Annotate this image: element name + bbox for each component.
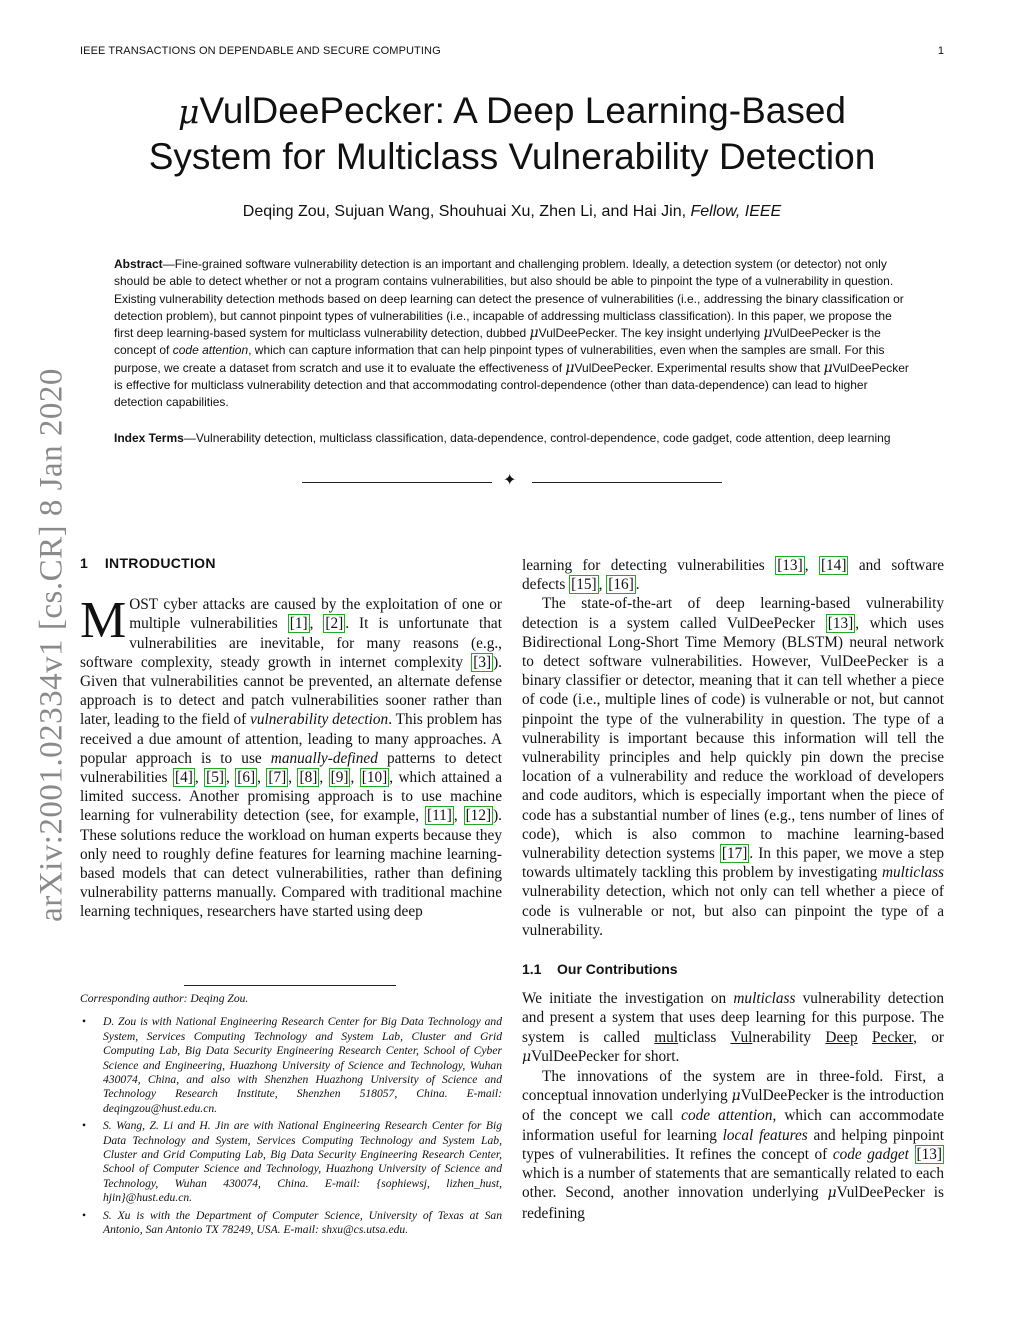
separator-right-rule: [532, 482, 722, 483]
subsection-title: Our Contributions: [557, 961, 678, 978]
text: [909, 1146, 915, 1163]
text: . It is unfortunate that vulnerabilities are inevitable, for many reasons (e.g., software complexity, steady growth in internet complexity: [80, 615, 502, 671]
citation-link[interactable]: [6]: [237, 769, 256, 787]
text: The innovations of the system are in three-fold. First, a conceptual innovation underlying: [522, 1068, 944, 1105]
underlined-text: Pecker: [872, 1028, 914, 1046]
affiliation-text: S. Xu is with the Department of Computer Science, University of Texas at San Antonio, San Antonio TX 78249, USA. E-mail: shxu@cs.utsa.edu.: [103, 1208, 502, 1237]
separator-left-rule: [302, 482, 492, 483]
emphasis: vulnerability detection: [250, 711, 389, 729]
emphasis: local features: [722, 1126, 808, 1144]
citation-link[interactable]: [16]: [608, 576, 634, 594]
citation-link[interactable]: [3]: [473, 653, 492, 671]
mu-symbol: μ: [827, 1185, 837, 1202]
mu-symbol: μ: [522, 1048, 532, 1065]
text: cyber attacks are caused by the exploitation of one or multiple vulnerabilities: [129, 596, 502, 633]
arxiv-stamp-text: arXiv:2001.02334v1 [cs.CR] 8 Jan 2020: [33, 368, 70, 922]
citation-link[interactable]: [13]: [916, 1145, 942, 1163]
title-line1: VulDeePecker: A Deep Learning-Based: [199, 90, 846, 131]
text: We initiate the investigation on: [522, 990, 734, 1008]
citation-link[interactable]: [4]: [174, 769, 193, 787]
text: , which can accommodate information useful for learning: [522, 1107, 944, 1144]
text: . In this paper, we move a step towards ultimately tackling this problem by investigating: [522, 845, 944, 882]
footnotes: [80, 992, 502, 1241]
section-title: INTRODUCTION: [104, 555, 216, 571]
abstract-text: VulDeePecker is effective for multiclass vulnerability detection and that accommodating control-dependence (other than data-dependence) can lead to higher detection capabilities.: [114, 360, 909, 410]
text: and software defects: [522, 557, 945, 594]
paper-title: [90, 88, 934, 179]
affiliation-item: [80, 1209, 502, 1238]
section-heading-introduction: [80, 554, 502, 573]
mu-symbol: μ: [763, 325, 773, 342]
paragraph: [522, 1067, 944, 1223]
citation-link[interactable]: [15]: [571, 576, 597, 594]
emphasis: multiclass: [881, 864, 944, 882]
index-terms-text: —Vulnerability detection, multiclass classification, data-dependence, control-dependence, code gadget, code attention, deep learning: [183, 431, 891, 445]
subsection-number: 1.1: [522, 961, 542, 978]
underlined-text: Deep: [825, 1028, 858, 1046]
text: nerability: [752, 1028, 826, 1046]
text: and helping pinpoint types of vulnerabilities. It refines the concept of: [522, 1126, 945, 1163]
index-terms-label: Index Terms: [114, 431, 184, 445]
underlined-text: Vul: [730, 1028, 753, 1046]
citation-link[interactable]: [13]: [777, 557, 803, 574]
citation-link[interactable]: [13]: [827, 614, 854, 632]
citation-link[interactable]: [1]: [289, 615, 308, 633]
text: , which attained a limited success. Another promising approach is to use machine learning for vulnerability detection (see, for example,: [80, 769, 502, 825]
section-number: 1: [80, 555, 89, 571]
abstract-text: VulDeePecker. Experimental results show that: [574, 360, 824, 375]
bullet-icon: •: [82, 1119, 87, 1133]
text: learning for detecting vulnerabilities: [522, 557, 776, 574]
footnote-rule: [184, 985, 396, 986]
text: vulnerability detection and present a system that uses deep learning for this purpose. The system is called: [522, 990, 944, 1046]
mu-symbol: μ: [731, 1088, 741, 1105]
intro-paragraph: MOST cyber attacks are caused by the exploitation of one or multiple vulnerabilities [1] , [2] . It is unfortunate that vulnerabilities are inevitable, for many reasons (e.g., software complexity, steady growth in internet complexity [3] ). Given that vulnerabilities cannot be prevented, an alternate defense approach is to detect and patch vulnerabilities sooner rather than later, leading to the field of vulnerability detection. This problem has received a due amount of attention, leading to many approaches. A popular approach is to use manually-defined patterns to detect vulnerabilities [4] , [5] , [6] , [7] , [8] , [9] , [10] , which attained a limited success. Another promising approach is to use machine learning for vulnerability detection (see, for example, [11] , [12] ). These solutions reduce the workload on human experts because they only need to roughly define features for learning machine learning-based models that can detect vulnerabilities, rather than defining vulnerability patterns manually. Compared with traditional machine learning techniques, researchers have started using deep: [80, 592, 503, 921]
citation-link[interactable]: [7]: [268, 769, 287, 787]
bullet-icon: •: [82, 1208, 87, 1222]
page-number: 1: [937, 45, 944, 57]
citation-link[interactable]: [11]: [426, 807, 452, 825]
abstract-text: —Fine-grained software vulnerability detection is an important and challenging problem. Ideally, a detection system (or detector) not only should be able to detect whether or not a program contains vulnerabilities, but also should be able to pinpoint the type of a vulnerability in question. Existing vulnerability detection methods based on deep learning can detect the presence of vulnerabilities (i.e., addressing the binary classification or detection problem), but cannot pinpoint types of vulnerabilities (i.e., incapable of addressing multiclass classification). In this paper, we propose the first deep learning-based system for multiclass vulnerability detection, dubbed: [114, 257, 904, 341]
authors: [90, 203, 934, 221]
citation-link[interactable]: [12]: [465, 807, 492, 825]
text: . This problem has received a due amount of attention, leading to many approaches. A popular approach is to use: [80, 711, 502, 767]
citation-link[interactable]: [2]: [325, 615, 344, 633]
left-column: [80, 550, 502, 922]
affiliation-text: S. Wang, Z. Li and H. Jin are with National Engineering Research Center for Big Data Technology and System, Services Computing Technology and System Lab, Cluster and Grid Computing Lab, Big Data Security Engineering Research Center, School of Computer Science and Technology, Huazhong University of Science and Technology, Wuhan 430074, China. E-mail: {sophiewsj, lizhen_hust, hjin}@hust.edu.cn.: [103, 1119, 502, 1205]
separator-diamond-icon: ✦: [503, 472, 517, 489]
text: .: [635, 576, 640, 594]
paragraph: [522, 989, 944, 1067]
abstract-emphasis: code attention: [172, 343, 249, 358]
text: VulDeePecker for short.: [531, 1047, 680, 1065]
text: VulDeePecker is redefining: [522, 1184, 944, 1222]
abstract-label: Abstract: [114, 257, 163, 271]
affiliation-list: [80, 1015, 502, 1237]
citation-link[interactable]: [8]: [299, 769, 318, 787]
author-honor: Fellow, IEEE: [690, 203, 782, 220]
title-line2: System for Multiclass Vulnerability Detection: [148, 136, 876, 177]
index-terms: [114, 430, 914, 447]
affiliation-item: [80, 1119, 502, 1205]
citation-link[interactable]: [9]: [330, 769, 349, 787]
abstract: [114, 256, 914, 412]
underlined-text: mul: [654, 1028, 679, 1046]
text: patterns to detect vulnerabilities: [80, 749, 503, 787]
author-names: Deqing Zou, Sujuan Wang, Shouhuai Xu, Zhen Li, and Hai Jin,: [242, 203, 687, 220]
text: The state-of-the-art of deep learning-based vulnerability detection is a system called VulDeePecker: [522, 595, 944, 632]
corresponding-author: Corresponding author: Deqing Zou.: [80, 992, 249, 1005]
paragraph: [522, 594, 944, 940]
affiliation-text: D. Zou is with National Engineering Research Center for Big Data Technology and System, Services Computing Technology and System Lab, Cluster and Grid Computing Lab, Big Data Security Engineering Research Center, School of Cyber Science and Engineering, Huazhong University of Science and Technology, Wuhan 430074, China, and also with Shenzhen Huazhong University of Science and Technology Research Institute, Shenzhen 518057, China. E-mail: deqingzou@hust.edu.cn.: [103, 1015, 502, 1115]
abstract-text: VulDeePecker is the concept of: [114, 326, 881, 358]
citation-link[interactable]: [10]: [361, 769, 388, 787]
affiliation-item: [80, 1015, 502, 1116]
first-word: OST: [129, 596, 159, 614]
emphasis: multiclass: [733, 990, 796, 1008]
running-head: IEEE TRANSACTIONS ON DEPENDABLE AND SECURE COMPUTING: [80, 45, 441, 57]
text: ). Given that vulnerabilities cannot be prevented, an alternate defense approach is to detect and patch vulnerabilities sooner rather than later, leading to the field of: [80, 653, 502, 729]
subsection-heading: [522, 960, 944, 979]
mu-symbol: μ: [823, 359, 833, 376]
citation-link[interactable]: [14]: [820, 557, 847, 574]
text: which is a number of statements that are semantically related to each other. Second, another innovation underlying: [522, 1165, 944, 1202]
title-mu: μ: [178, 92, 200, 131]
paragraph: learning for detecting vulnerabilities [13] , [14] and software defects [15] , [16] .: [522, 557, 945, 594]
abstract-text: , which can capture information that can help pinpoint types of vulnerabilities, even when the samples are small. For this purpose, we create a dataset from scratch and use it to evaluate the effectiveness of: [114, 343, 885, 375]
text: , or: [913, 1028, 944, 1046]
text: ticlass: [678, 1028, 731, 1046]
bullet-icon: •: [82, 1015, 87, 1029]
emphasis: manually-defined: [270, 749, 378, 767]
emphasis: code attention: [681, 1107, 773, 1125]
dropcap: M: [80, 592, 127, 650]
citation-link[interactable]: [17]: [721, 845, 748, 863]
right-column: [522, 556, 944, 1223]
mu-symbol: μ: [529, 325, 539, 342]
text: ,: [309, 615, 324, 633]
mu-symbol: μ: [565, 359, 575, 376]
text: [858, 1029, 872, 1046]
citation-link[interactable]: [5]: [206, 769, 224, 787]
text: , which uses Bidirectional Long-Short Time Memory (BLSTM) neural network to detect software vulnerabilities. However, VulDeePecker is a binary classifier or detector, meaning that it can tell whether a piece of code (i.e., multiple lines of code) is vulnerable or not, but cannot pinpoint the type of the vulnerability in question. The type of a vulnerability is important because this information will tell the vulnerability principles and help quickly pin down the precise location of a vulnerability and reduce the workload of developers and code auditors, which is especially important when the piece of code has a substantial number of lines (e.g., tens number of lines of code), which is also common to machine learning-based vulnerability detection systems: [522, 614, 944, 863]
text: vulnerability detection, which not only can tell whether a piece of code is vulnerable or not, but also can pinpoint the type of a vulnerability.: [522, 883, 944, 939]
text: VulDeePecker is the introduction of the concept we call: [522, 1087, 944, 1125]
abstract-text: VulDeePecker. The key insight underlying: [538, 326, 764, 341]
text: ). These solutions reduce the workload on human experts because they only need to roughly define features for learning machine learning-based models that can detect vulnerabilities, rather than defining vulnerability patterns manually. Compared with traditional machine learning techniques, researchers have started using deep: [80, 807, 502, 921]
emphasis: code gadget: [832, 1145, 909, 1163]
